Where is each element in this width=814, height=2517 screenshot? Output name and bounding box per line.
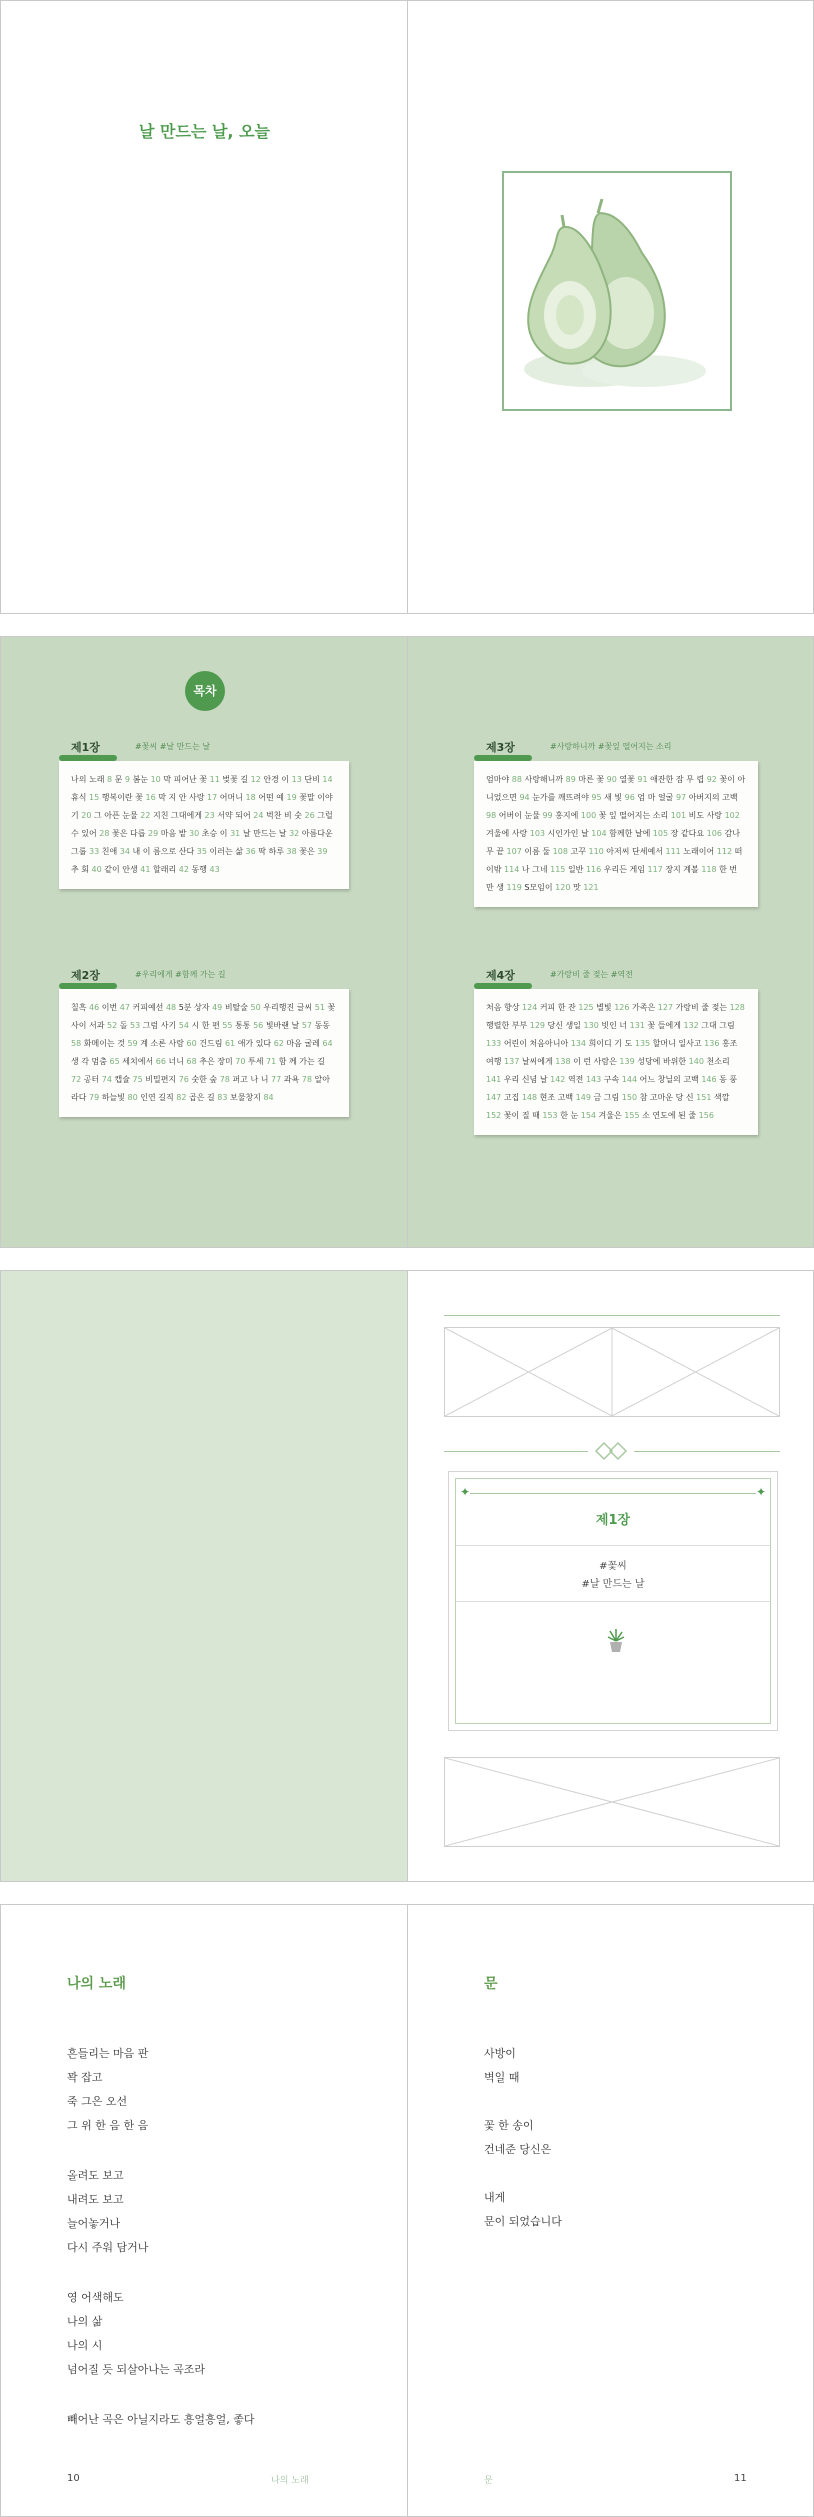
toc-entry: 둘 108 [542, 847, 568, 856]
toc-entry: 금 그림 150 [593, 1093, 638, 1102]
blank-green-page [0, 1271, 407, 1881]
toc-entry: 벚꽃 [222, 775, 238, 784]
toc-entry: 안경 이 13 [263, 775, 302, 784]
poem-line: 벽일 때 [484, 2071, 520, 2084]
toc-entry: 마 얼굴 97 [647, 793, 687, 802]
toc-entry: 커피예선 48 [132, 1003, 177, 1012]
toc-entry: 희이디 기 [588, 1039, 623, 1048]
toc-entry: 어버이 눈물 99 [498, 811, 553, 820]
toc-chapter-1 [59, 735, 349, 889]
toc-entry: 일반 116 [567, 865, 602, 874]
chapter-tags: #가랑비 줄 젖는 #역전 [550, 970, 633, 979]
toc-entry: 길 12 [240, 775, 261, 784]
toc-entry: 장지 계볼 118 [665, 865, 717, 874]
toc-entry: 우리 신념 [503, 1075, 538, 1084]
toc-entry: 들에게 132 [657, 1021, 699, 1030]
poem-line: 영 어색해도 [67, 2291, 124, 2304]
toc-entry: 벅찬 비 [266, 811, 292, 820]
toc-entry: 이러는 삶 36 [209, 847, 256, 856]
chapter-tag: #꽃씨 [599, 1561, 627, 1572]
toc-entry: 니 77 [260, 1075, 282, 1084]
toc-entry: 화메이는 것 59 [83, 1039, 138, 1048]
toc-entry: 커피 한 잔 125 [539, 1003, 594, 1012]
toc-entry: 우리든 게임 117 [603, 865, 663, 874]
toc-entry: 생 [71, 1057, 79, 1066]
poem-page-right [407, 1905, 814, 2516]
toc-entry: 날 만드는 날 32 [242, 829, 300, 838]
toc-entry: 문 9 [114, 775, 131, 784]
title-page [0, 1, 407, 613]
toc-entry: 지친 그대에게 23 [153, 811, 215, 820]
toc-entry: 꽃말 이야기 20 [71, 793, 333, 820]
toc-entry: 숫 26 [294, 811, 315, 820]
toc-entry: 비탈술 50 [224, 1003, 261, 1012]
chapter-card [448, 1471, 778, 1731]
toc-entry: 칠흑 46 [71, 1003, 100, 1012]
toc-entry: 막 피어난 꽃 11 [163, 775, 220, 784]
toc-badge: 목차 [185, 671, 225, 711]
toc-entry: 겨울에 사랑 103 [486, 829, 545, 838]
spread-toc [0, 636, 814, 1248]
poem-title: 나의 노래 [67, 1976, 126, 1992]
toc-entry: 런 사람은 139 [583, 1057, 635, 1066]
toc-entry: 초승 [201, 829, 218, 838]
toc-entry: 너니 68 [168, 1057, 197, 1066]
poem-line: 건네준 당신은 [484, 2143, 552, 2156]
poem-line: 나의 시 [67, 2339, 103, 2352]
poem-title: 문 [484, 1976, 498, 1992]
toc-entry: 캡슐 75 [114, 1075, 143, 1084]
page-number: 10 [67, 2473, 80, 2484]
page-number: 11 [734, 2473, 747, 2484]
toc-entry: 숫한 숲 78 [191, 1075, 230, 1084]
poem-line: 그 위 한 음 한 음 [67, 2119, 149, 2132]
toc-entry: 연도에 된 줄 156 [652, 1111, 714, 1120]
toc-entry: 시인가인 [547, 829, 579, 838]
poem-line: 사방이 [484, 2047, 516, 2060]
divider [456, 1545, 770, 1546]
toc-entry: 엄마야 88 [486, 775, 522, 784]
toc-entry: 홍조 여행 137 [486, 1039, 738, 1066]
chapter-underline [59, 755, 117, 761]
toc-entry: 아저씨 단세예서 111 [606, 847, 681, 856]
toc-entry: 길 83 [206, 1093, 228, 1102]
toc-entry: 지 안 사랑 17 [168, 793, 218, 802]
chapter-title: 제1장 [71, 741, 100, 754]
toc-entry: 날 142 [539, 1075, 566, 1084]
book-title: 날 만드는 날, 오늘 [139, 122, 270, 141]
toc-entry: 꽃은 다릅 29 [112, 829, 159, 838]
toc-entry: 사랑해니까 89 [524, 775, 576, 784]
star-ornament-icon: ✦ [460, 1485, 471, 1499]
toc-entry: 소 [642, 1111, 650, 1120]
toc-entry: 친애 34 [101, 847, 130, 856]
placeholder-box-top [444, 1327, 780, 1417]
toc-entry: 노래이어 112 [683, 847, 733, 856]
toc-entry: 꽃 [647, 1021, 656, 1030]
toc-entry: 그대 그림 133 [486, 1021, 735, 1048]
placeholder-box-bottom [444, 1757, 780, 1847]
toc-entry: 비밀편지 76 [145, 1075, 189, 1084]
toc-entry: 소론 사람 60 [150, 1039, 197, 1048]
toc-entry: 서약 되어 24 [217, 811, 264, 820]
toc-entry: 눈가를 깨뜨려야 95 [532, 793, 602, 802]
toc-entry: 름으로 산다 35 [153, 847, 207, 856]
chapter-title: 제2장 [71, 969, 100, 982]
chapter-tags: #우리에게 #함께 가는 길 [135, 970, 226, 979]
toc-entry: 세치에서 66 [122, 1057, 166, 1066]
toc-entry-list [474, 989, 758, 1135]
toc-entry: 이번 47 [101, 1003, 130, 1012]
chapter-tags: #사랑하니까 #꽃잎 떨어지는 소리 [550, 742, 672, 751]
toc-entry: 풍 147 [486, 1075, 738, 1102]
toc-entry: 도 135 [624, 1039, 651, 1048]
toc-entry: 열꽃 91 [619, 775, 648, 784]
toc-entry: 꽃이 질 때 153 [503, 1111, 558, 1120]
chapter-opener-page [407, 1271, 814, 1881]
toc-entry: 꽃 [598, 811, 607, 820]
poem-line: 나의 삶 [67, 2315, 103, 2328]
toc-entry: 편 55 [212, 1021, 233, 1030]
toc-entry: 홍지에 100 [555, 811, 597, 820]
toc-entry: 현조 고백 149 [539, 1093, 591, 1102]
toc-entry: 딱 하루 38 [258, 847, 297, 856]
toc-entry: 꽃이 아니었으면 94 [486, 775, 746, 802]
toc-entry: 별빛 126 [596, 1003, 630, 1012]
poem-page-left [0, 1905, 407, 2516]
toc-entry: 통통 56 [235, 1021, 264, 1030]
toc-entry: 맛 121 [573, 883, 599, 892]
poem-line: 빼어난 곡은 아닐지라도 흥얼흥얼, 좋다 [67, 2413, 255, 2426]
toc-entry: 어머니 18 [219, 793, 256, 802]
toc-entry: 회 40 [81, 865, 102, 874]
cross-lines [445, 1328, 779, 1416]
toc-entry: 어린이 처음아니아 134 [503, 1039, 587, 1048]
toc-left-page [0, 637, 407, 1247]
chapter-underline [474, 983, 532, 989]
toc-entry: 색깔 152 [486, 1093, 730, 1120]
running-head: 문 [484, 2476, 493, 2486]
fig-illustration-frame [502, 171, 732, 411]
toc-entry: 건드림 61 [199, 1039, 236, 1048]
toc-entry: 꽃은 39 [299, 847, 328, 856]
toc-chapter-2 [59, 963, 349, 1117]
toc-entry: 아름다운 그룹 33 [71, 829, 333, 856]
toc-entry: 인연 길직 82 [140, 1093, 187, 1102]
toc-entry: 과욕 78 [283, 1075, 312, 1084]
spread-poems [0, 1904, 814, 2517]
toc-entry: 단비 14 [304, 775, 333, 784]
poem-line: 흔들리는 마음 판 [67, 2047, 149, 2060]
toc-chapter-3 [474, 735, 758, 907]
toc-entry: 알아라다 79 [71, 1075, 330, 1102]
toc-entry: 고집 148 [503, 1093, 538, 1102]
chapter-card-inner [455, 1478, 771, 1724]
toc-entry: 참 고마운 당 [639, 1093, 684, 1102]
toc-entry: 아버지의 고백 98 [486, 793, 738, 820]
toc-entry: 비도 사랑 102 [688, 811, 740, 820]
poem-line: 꽃 한 송이 [484, 2119, 534, 2132]
toc-entry: 보물창지 84 [230, 1093, 274, 1102]
toc-entry: 한 번 만 [486, 865, 738, 892]
toc-entry-list [59, 761, 349, 889]
chapter-title: 제4장 [486, 969, 515, 982]
toc-entry: 내 이 [132, 847, 151, 856]
toc-entry: 할래리 42 [153, 865, 189, 874]
toc-entry: 줄 젖는 128 [701, 1003, 745, 1012]
toc-entry: 가족은 127 [632, 1003, 674, 1012]
toc-entry: 돌 53 [119, 1021, 141, 1030]
toc-entry: 함 [278, 1057, 287, 1066]
toc-entry: 동행 43 [191, 865, 220, 874]
chapter-underline [59, 983, 117, 989]
poem-line: 다시 주워 담거나 [67, 2241, 149, 2254]
toc-entry: 시 한 [191, 1021, 210, 1030]
toc-entry: 추 [71, 865, 79, 874]
toc-entry: 동 [719, 1075, 727, 1084]
toc-entry: 성당에 바위한 140 [637, 1057, 704, 1066]
poem-line: 문이 되었습니다 [484, 2215, 562, 2228]
toc-entry: 나의 노래 8 [71, 775, 113, 784]
toc-entry: 처음 향상 124 [486, 1003, 538, 1012]
toc-entry: S모임이 120 [524, 883, 571, 892]
poem-line: 내려도 보고 [67, 2193, 124, 2206]
divider [470, 1493, 756, 1494]
toc-entry: 애잔한 잠 무 [650, 775, 694, 784]
toc-entry: 그 [94, 811, 102, 820]
diamond-ornament-icon [588, 1439, 634, 1463]
toc-entry: 함께한 날에 105 [609, 829, 669, 838]
toc-entry: 께 가는 길 72 [71, 1057, 326, 1084]
toc-entry: 엄 [637, 793, 646, 802]
toc-entry: 계 [140, 1039, 148, 1048]
toc-entry: 우리행진 글씨 51 [263, 1003, 325, 1012]
toc-entry: 곱은 [188, 1093, 205, 1102]
poem-line: 내게 [484, 2191, 506, 2204]
toc-entry: 역전 143 [567, 1075, 602, 1084]
toc-entry: 이 31 [219, 829, 241, 838]
toc-entry: 천소리 141 [486, 1057, 730, 1084]
toc-entry: 하늘빛 80 [101, 1093, 138, 1102]
toc-entry: 같이 안생 41 [104, 865, 151, 874]
toc-entry: 새 빛 96 [604, 793, 635, 802]
toc-entry: 할머니 일사고 136 [652, 1039, 720, 1048]
toc-entry-list [474, 761, 758, 907]
toc-entry: 당신 생일 130 [547, 1021, 599, 1030]
poem-line: 올려도 보고 [67, 2169, 124, 2182]
toc-chapter-4 [474, 963, 758, 1135]
toc-entry: 렵 92 [696, 775, 717, 784]
fig-illustration [504, 173, 730, 409]
toc-entry: 날 104 [581, 829, 607, 838]
poem-line: 늘어놓거나 [67, 2217, 121, 2230]
poem-line: 넘어질 듯 되살아나는 곡조라 [67, 2363, 206, 2376]
poem-line: 죽 그은 오선 [67, 2095, 128, 2108]
toc-entry: 이 [573, 1057, 581, 1066]
toc-entry: 신 151 [685, 1093, 712, 1102]
potted-plant-icon [606, 1629, 626, 1653]
toc-entry: 떠이밖 114 [486, 847, 743, 874]
toc-entry: 퍼고 나 [232, 1075, 259, 1084]
chapter-underline [474, 755, 532, 761]
chapter-title: 제1장 [595, 1513, 631, 1528]
illustration-page [407, 1, 814, 613]
cross-lines [445, 1758, 779, 1846]
divider [444, 1315, 780, 1316]
running-head: 나의 노래 [271, 2476, 309, 2486]
toc-entry-list [59, 989, 349, 1117]
toc-entry: 투세 71 [248, 1057, 277, 1066]
toc-entry: 행렬한 부부 129 [486, 1021, 545, 1030]
toc-entry: 그네 115 [532, 865, 566, 874]
toc-entry: 마음 밭 30 [160, 829, 200, 838]
chapter-tags: #꽃씨 #날 만드는 날 [135, 742, 211, 751]
toc-entry: 장 같다요 106 [670, 829, 722, 838]
toc-entry: 겨울은 155 [598, 1111, 640, 1120]
toc-entry: 동동 58 [71, 1021, 331, 1048]
toc-entry: 봄눈 10 [132, 775, 161, 784]
toc-entry: 한 눈 154 [560, 1111, 596, 1120]
toc-entry: 날씨에게 138 [521, 1057, 571, 1066]
spread-chapter-opener [0, 1270, 814, 1882]
toc-entry: 애가 있다 62 [237, 1039, 284, 1048]
toc-entry: 아픈 눈물 22 [104, 811, 151, 820]
toc-entry: 그럴 수 있어 28 [71, 811, 333, 838]
toc-entry: 각 멈춤 65 [81, 1057, 120, 1066]
toc-entry: 생 119 [496, 883, 522, 892]
toc-entry: 그럼 사기 54 [142, 1021, 189, 1030]
chapter-title: 제3장 [486, 741, 515, 754]
toc-entry: 공터 74 [83, 1075, 112, 1084]
toc-entry: 잎 떨어지는 소리 101 [609, 811, 687, 820]
toc-entry: 빗인 너 131 [601, 1021, 645, 1030]
toc-entry: 어떤 예 19 [258, 793, 297, 802]
toc-entry: 휴식 15 [71, 793, 100, 802]
toc-entry: 이름 [524, 847, 540, 856]
toc-entry: 고꾸 110 [570, 847, 604, 856]
toc-entry: 나 [521, 865, 530, 874]
toc-entry: 마음 굴레 64 [286, 1039, 333, 1048]
toc-entry: 어느 창닐의 고백 146 [639, 1075, 717, 1084]
toc-entry: 막 [158, 793, 166, 802]
chapter-tag: #날 만드는 날 [581, 1579, 645, 1590]
toc-entry: 구속 144 [603, 1075, 638, 1084]
spread-title [0, 0, 814, 614]
toc-entry: 추은 장미 70 [199, 1057, 246, 1066]
toc-entry: 빛바랜 날 57 [265, 1021, 313, 1030]
toc-entry: 5분 상자 49 [178, 1003, 223, 1012]
poem-line: 꽉 잡고 [67, 2071, 103, 2084]
divider [456, 1601, 770, 1602]
toc-entry: 감나무 끝 107 [486, 829, 740, 856]
toc-right-page [407, 637, 814, 1247]
toc-entry: 마른 꽃 90 [578, 775, 617, 784]
toc-entry: 꽃사이 서과 52 [71, 1003, 336, 1030]
toc-entry: 행복이란 꽃 16 [101, 793, 156, 802]
toc-entry: 가랑비 [675, 1003, 699, 1012]
star-ornament-icon: ✦ [755, 1485, 766, 1499]
